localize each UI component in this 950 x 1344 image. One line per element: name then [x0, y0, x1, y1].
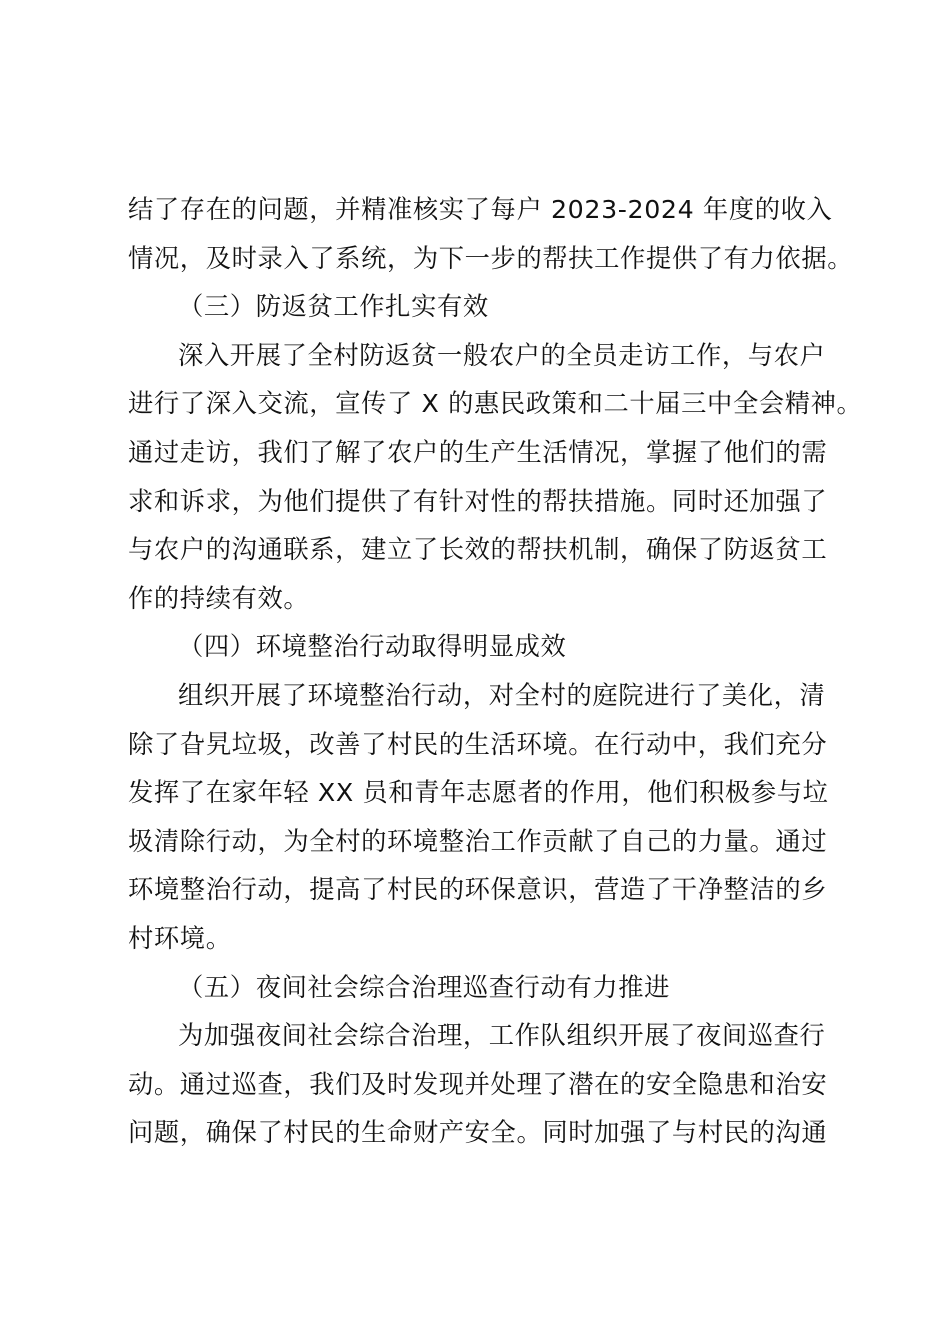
- text-line: 进行了深入交流，宣传了 X 的惠民政策和二十届三中全会精神。: [128, 389, 863, 419]
- text-line: 圾清除行动，为全村的环境整治工作贡献了自己的力量。通过: [128, 826, 828, 856]
- section-heading: （三）防返贫工作扎实有效: [178, 292, 489, 322]
- text-line: 与农户的沟通联系，建立了长效的帮扶机制，确保了防返贫工: [128, 535, 828, 565]
- text-line: 动。通过巡查，我们及时发现并处理了潜在的安全隐患和治安: [128, 1069, 828, 1099]
- text-line: 作的持续有效。: [128, 583, 310, 613]
- paragraph-first-line: 深入开展了全村防返贫一般农户的全员走访工作，与农户: [178, 340, 826, 370]
- section-heading: （五）夜间社会综合治理巡查行动有力推进: [178, 972, 671, 1002]
- paragraph-first-line: 组织开展了环境整治行动，对全村的庭院进行了美化，清: [178, 680, 826, 710]
- document-body: [128, 186, 863, 1158]
- paragraph-first-line: 为加强夜间社会综合治理，工作队组织开展了夜间巡查行: [178, 1021, 826, 1051]
- text-line: 情况，及时录入了系统，为下一步的帮扶工作提供了有力依据。: [128, 243, 854, 273]
- section-heading: （四）环境整治行动取得明显成效: [178, 632, 567, 662]
- text-line: 通过走访，我们了解了农户的生产生活情况，掌握了他们的需: [128, 437, 828, 467]
- text-line: 环境整治行动，提高了村民的环保意识，营造了干净整洁的乡: [128, 875, 828, 905]
- text-line: 结了存在的问题，并精准核实了每户 2023-2024 年度的收入: [128, 195, 833, 224]
- text-line: 问题，确保了村民的生命财产安全。同时加强了与村民的沟通: [128, 1118, 828, 1148]
- text-line: 发挥了在家年轻 XX 员和青年志愿者的作用，他们积极参与垃: [128, 778, 829, 808]
- text-line: 除了旮旯垃圾，改善了村民的生活环境。在行动中，我们充分: [128, 729, 828, 759]
- text-line: 求和诉求，为他们提供了有针对性的帮扶措施。同时还加强了: [128, 486, 828, 516]
- text-line: 村环境。: [128, 923, 232, 953]
